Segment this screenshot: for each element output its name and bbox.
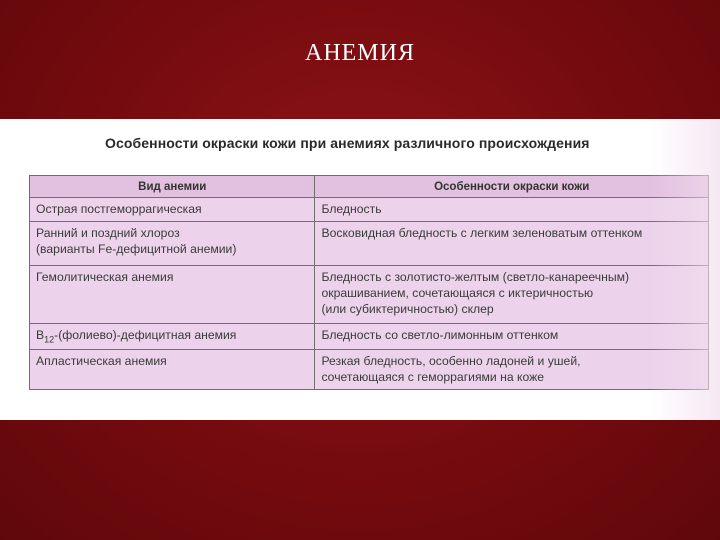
cell-text: Бледность с золотисто-желтым (светло-канареечным) (321, 270, 630, 284)
table-row (30, 350, 709, 390)
anemia-type-cell (30, 324, 315, 350)
table-row (30, 198, 709, 222)
table-row (30, 266, 709, 324)
anemia-type-cell (30, 266, 315, 324)
cell-text: Острая постгеморрагическая (36, 202, 202, 216)
cell-text: окрашиванием, сочетающаяся с иктеричностью (321, 286, 594, 300)
b12-prefix: B (36, 328, 45, 342)
cell-text: Бледность (321, 202, 382, 216)
cell-text: Восковидная бледность с легким зеленоватым оттенком (321, 226, 643, 240)
slide-title: АНЕМИЯ (304, 40, 415, 66)
column-header-skin-color: Особенности окраски кожи (315, 176, 709, 198)
anemia-type-cell (30, 350, 315, 390)
skin-color-cell (315, 222, 709, 266)
table-heading: Особенности окраски кожи при анемиях различного происхождения (105, 135, 590, 151)
cell-text: сочетающаяся с геморрагиями на коже (321, 370, 545, 385)
table-row (30, 324, 709, 350)
cell-text: Резкая бледность, особенно ладоней и ушей, (321, 354, 581, 369)
cell-text: Апластическая анемия (36, 354, 167, 369)
anemia-type-cell (30, 222, 315, 266)
scanned-table-panel (0, 119, 720, 420)
cell-text: Гемолитическая анемия (36, 270, 174, 284)
table-header-row (30, 176, 709, 198)
cell-text-b12 (36, 327, 308, 347)
cell-text: Ранний и поздний хлороз (36, 226, 180, 240)
skin-color-cell (315, 266, 709, 324)
table-row (30, 222, 709, 266)
anemia-type-cell (30, 198, 315, 222)
skin-color-cell (315, 198, 709, 222)
cell-text: Бледность со светло-лимонным оттенком (321, 328, 559, 342)
column-header-anemia-type: Вид анемии (30, 176, 315, 198)
skin-color-cell (315, 324, 709, 350)
b12-suffix: -(фолиево)-дефицитная анемия (54, 328, 237, 342)
anemia-skin-color-table (29, 175, 709, 390)
cell-text: (или субиктеричностью) склер (321, 302, 494, 316)
cell-text: (варианты Fe-дефицитной анемии) (36, 242, 237, 256)
b12-subscript: 12 (44, 334, 55, 345)
skin-color-cell (315, 350, 709, 390)
